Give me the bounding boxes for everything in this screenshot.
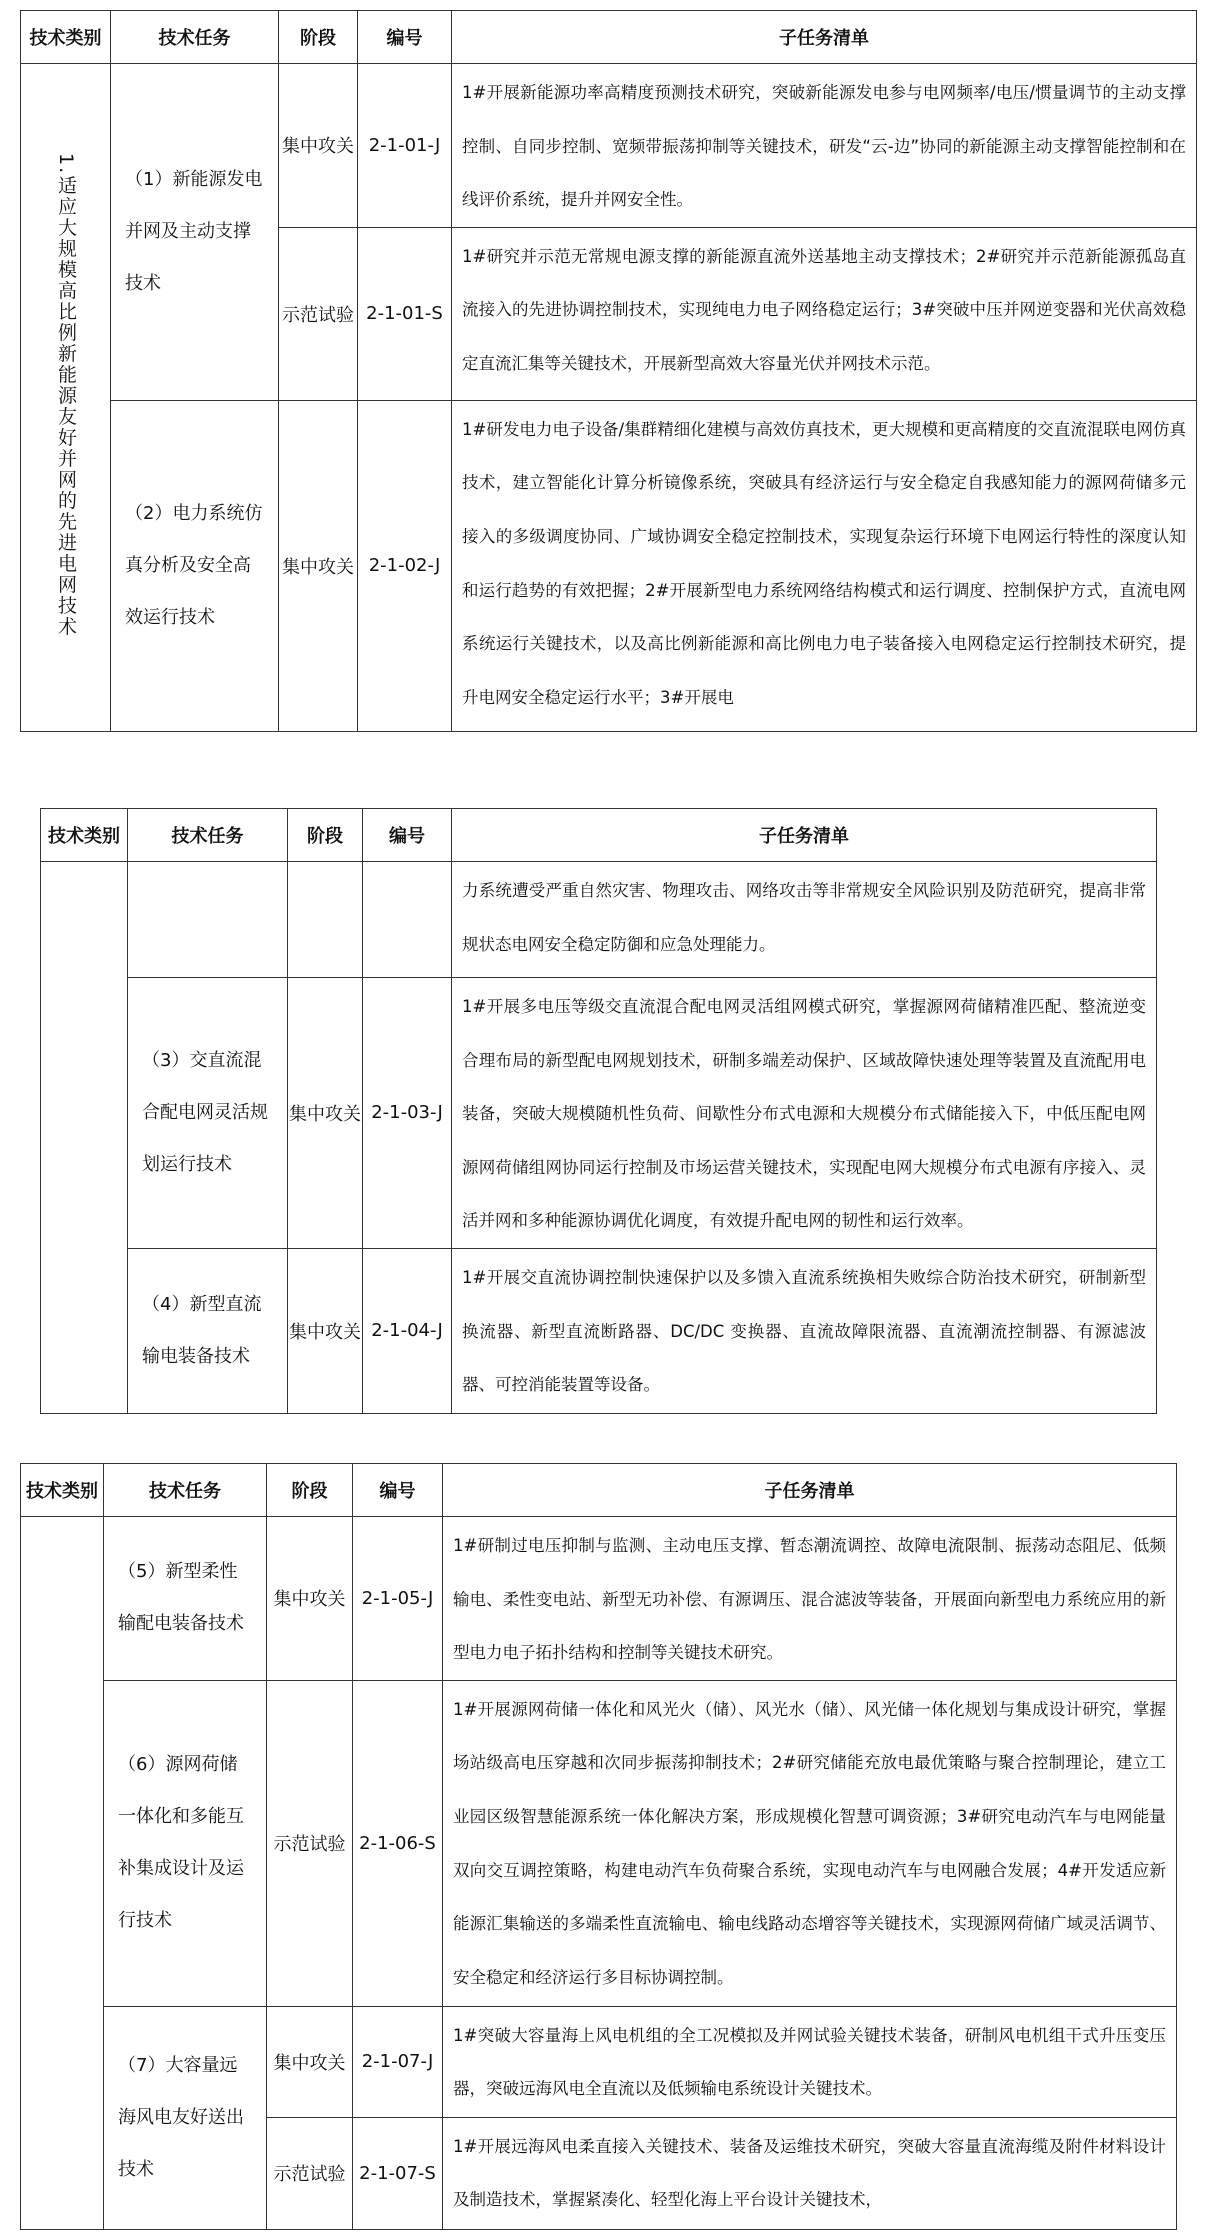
table-row bbox=[21, 2006, 1177, 2117]
table-row bbox=[21, 1680, 1177, 2006]
stage-cell: 示范试验 bbox=[267, 2117, 353, 2229]
table-row bbox=[21, 1517, 1177, 1681]
subtasks-cell: 力系统遭受严重自然灾害、物理攻击、网络攻击等非常规安全风险识别及防范研究，提高非常规状态电网安全稳定防御和应急处理能力。 bbox=[452, 862, 1157, 978]
header-category: 技术类别 bbox=[21, 11, 111, 64]
header-task: 技术任务 bbox=[111, 11, 279, 64]
code-cell: 2-1-05-J bbox=[353, 1517, 443, 1681]
table-header-row bbox=[41, 809, 1157, 862]
stage-cell: 集中攻关 bbox=[279, 64, 358, 228]
subtasks-cell: 1#开展新能源功率高精度预测技术研究，突破新能源发电参与电网频率/电压/惯量调节的主动支撑控制、自同步控制、宽频带振荡抑制等关键技术，研发“云-边”协同的新能源主动支撑智能控制和在线评价系统，提升并网安全性。 bbox=[452, 64, 1197, 228]
code-cell: 2-1-01-S bbox=[358, 227, 452, 400]
task-cell: （4）新型直流输电装备技术 bbox=[128, 1248, 288, 1413]
table-row bbox=[21, 64, 1197, 228]
stage-cell: 示范试验 bbox=[279, 227, 358, 400]
subtasks-cell: 1#开展源网荷储一体化和风光火（储）、风光水（储）、风光储一体化规划与集成设计研究，掌握场站级高电压穿越和次同步振荡抑制技术；2#研究储能充放电最优策略与聚合控制理论，建立工业园区级智慧能源系统一体化解决方案，形成规模化智慧可调资源；3#研究电动汽车与电网能量双向交互调控策略，构建电动汽车负荷聚合系统，实现电动汽车与电网融合发展；4#开发适应新能源汇集输送的多端柔性直流输电、输电线路动态增容等关键技术，实现源网荷储广域灵活调节、安全稳定和经济运行多目标协调控制。 bbox=[443, 1680, 1177, 2006]
header-code: 编号 bbox=[358, 11, 452, 64]
table-row bbox=[21, 400, 1197, 731]
code-cell: 2-1-03-J bbox=[363, 978, 452, 1249]
header-category: 技术类别 bbox=[41, 809, 128, 862]
table-header-row bbox=[21, 11, 1197, 64]
header-stage: 阶段 bbox=[288, 809, 363, 862]
header-subtasks: 子任务清单 bbox=[452, 809, 1157, 862]
header-subtasks: 子任务清单 bbox=[452, 11, 1197, 64]
code-cell: 2-1-07-J bbox=[353, 2006, 443, 2117]
stage-cell: 集中攻关 bbox=[279, 400, 358, 731]
table-header-row bbox=[21, 1464, 1177, 1517]
code-cell: 2-1-04-J bbox=[363, 1248, 452, 1413]
code-cell bbox=[363, 862, 452, 978]
header-task: 技术任务 bbox=[104, 1464, 267, 1517]
task-cell: （6）源网荷储一体化和多能互补集成设计及运行技术 bbox=[104, 1680, 267, 2006]
task-cell: （7）大容量远海风电友好送出技术 bbox=[104, 2006, 267, 2229]
category-cell bbox=[21, 1517, 104, 2230]
table-row bbox=[41, 1248, 1157, 1413]
table-1 bbox=[20, 10, 1197, 732]
subtasks-cell: 1#开展交直流协调控制快速保护以及多馈入直流系统换相失败综合防治技术研究，研制新型换流器、新型直流断路器、DC/DC 变换器、直流故障限流器、直流潮流控制器、有源滤波器、可控消能装置等设备。 bbox=[452, 1248, 1157, 1413]
header-task: 技术任务 bbox=[128, 809, 288, 862]
code-cell: 2-1-06-S bbox=[353, 1680, 443, 2006]
stage-cell: 集中攻关 bbox=[288, 1248, 363, 1413]
subtasks-cell: 1#突破大容量海上风电机组的全工况模拟及并网试验关键技术装备，研制风电机组干式升压变压器，突破远海风电全直流以及低频输电系统设计关键技术。 bbox=[443, 2006, 1177, 2117]
header-subtasks: 子任务清单 bbox=[443, 1464, 1177, 1517]
category-label: 1.适应大规模高比例新能源友好并网的先进电网技术 bbox=[55, 153, 77, 638]
code-cell: 2-1-02-J bbox=[358, 400, 452, 731]
task-cell: （1）新能源发电并网及主动支撑技术 bbox=[111, 64, 279, 401]
subtasks-cell: 1#研制过电压抑制与监测、主动电压支撑、暂态潮流调控、故障电流限制、振荡动态阻尼、低频输电、柔性变电站、新型无功补偿、有源调压、混合滤波等装备，开展面向新型电力系统应用的新型电力电子拓扑结构和控制等关键技术研究。 bbox=[443, 1517, 1177, 1681]
task-cell: （5）新型柔性输配电装备技术 bbox=[104, 1517, 267, 1681]
stage-cell: 集中攻关 bbox=[267, 2006, 353, 2117]
category-cell bbox=[21, 64, 111, 732]
table-row bbox=[41, 978, 1157, 1249]
table-3 bbox=[20, 1463, 1177, 2230]
stage-cell: 集中攻关 bbox=[288, 978, 363, 1249]
code-cell: 2-1-01-J bbox=[358, 64, 452, 228]
subtasks-cell: 1#开展多电压等级交直流混合配电网灵活组网模式研究，掌握源网荷储精准匹配、整流逆变合理布局的新型配电网规划技术，研制多端差动保护、区域故障快速处理等装置及直流配用电装备，突破大规模随机性负荷、间歇性分布式电源和大规模分布式储能接入下，中低压配电网源网荷储组网协同运行控制及市场运营关键技术，实现配电网大规模分布式电源有序接入、灵活并网和多种能源协调优化调度，有效提升配电网的韧性和运行效率。 bbox=[452, 978, 1157, 1249]
subtasks-cell: 1#研发电力电子设备/集群精细化建模与高效仿真技术，更大规模和更高精度的交直流混联电网仿真技术，建立智能化计算分析镜像系统，突破具有经济运行与安全稳定自我感知能力的源网荷储多元接入的多级调度协同、广域协调安全稳定控制技术，实现复杂运行环境下电网运行特性的深度认知和运行趋势的有效把握；2#开展新型电力系统网络结构模式和运行调度、控制保护方式，直流电网系统运行关键技术，以及高比例新能源和高比例电力电子装备接入电网稳定运行控制技术研究，提升电网安全稳定运行水平；3#开展电 bbox=[452, 400, 1197, 731]
category-cell bbox=[41, 862, 128, 1414]
table-2 bbox=[40, 808, 1157, 1414]
subtasks-cell: 1#研究并示范无常规电源支撑的新能源直流外送基地主动支撑技术；2#研究并示范新能源孤岛直流接入的先进协调控制技术，实现纯电力电子网络稳定运行；3#突破中压并网逆变器和光伏高效稳定直流汇集等关键技术，开展新型高效大容量光伏并网技术示范。 bbox=[452, 227, 1197, 400]
code-cell: 2-1-07-S bbox=[353, 2117, 443, 2229]
header-stage: 阶段 bbox=[279, 11, 358, 64]
header-code: 编号 bbox=[363, 809, 452, 862]
task-cell: （3）交直流混合配电网灵活规划运行技术 bbox=[128, 978, 288, 1249]
stage-cell: 集中攻关 bbox=[267, 1517, 353, 1681]
stage-cell: 示范试验 bbox=[267, 1680, 353, 2006]
header-stage: 阶段 bbox=[267, 1464, 353, 1517]
task-cell: （2）电力系统仿真分析及安全高效运行技术 bbox=[111, 400, 279, 731]
header-code: 编号 bbox=[353, 1464, 443, 1517]
subtasks-cell: 1#开展远海风电柔直接入关键技术、装备及运维技术研究，突破大容量直流海缆及附件材料设计及制造技术，掌握紧凑化、轻型化海上平台设计关键技术， bbox=[443, 2117, 1177, 2229]
table-row bbox=[41, 862, 1157, 978]
stage-cell bbox=[288, 862, 363, 978]
header-category: 技术类别 bbox=[21, 1464, 104, 1517]
task-cell bbox=[128, 862, 288, 978]
